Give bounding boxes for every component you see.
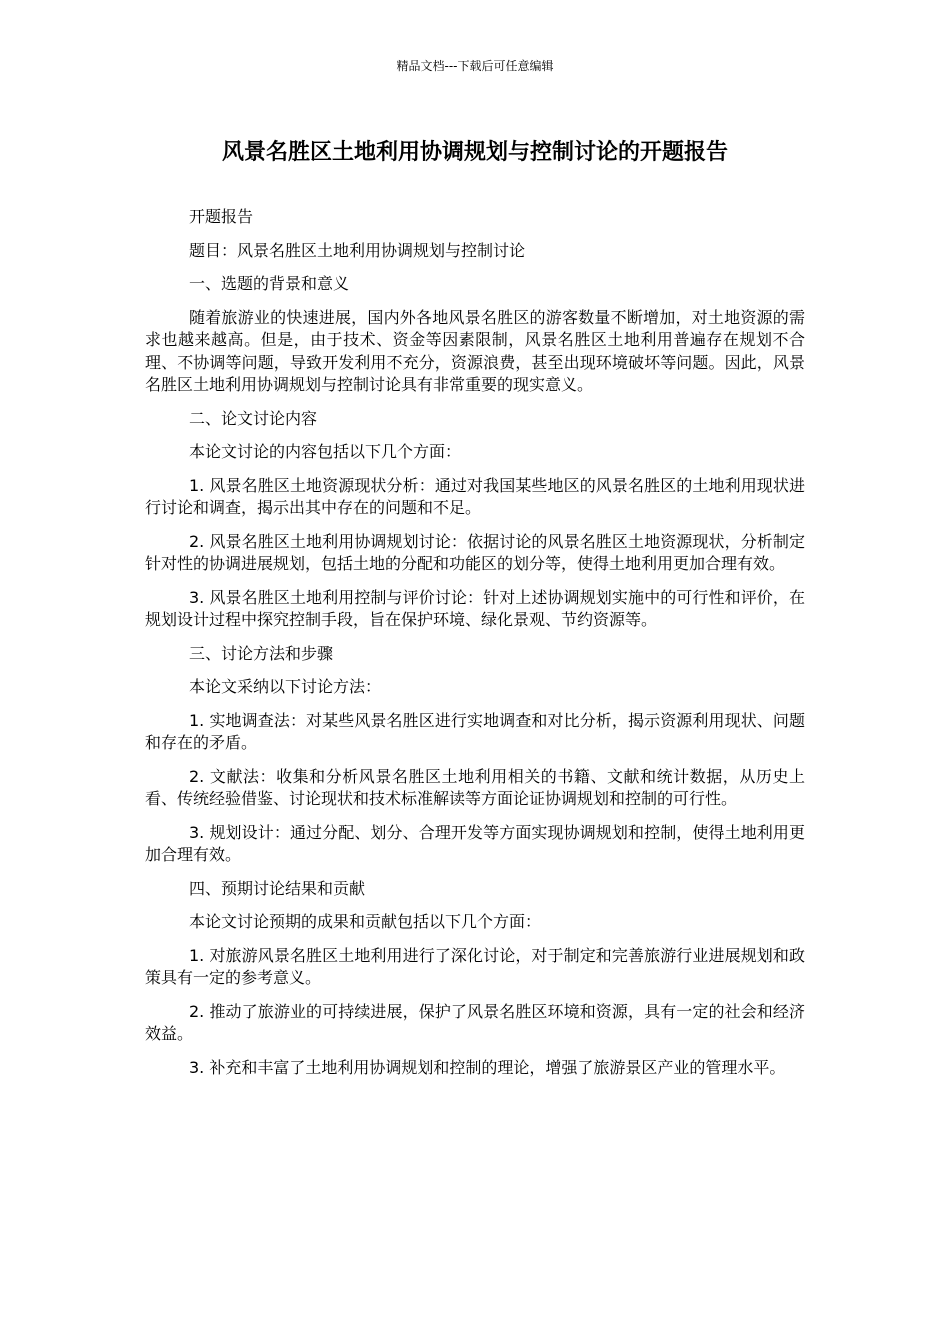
- list-item-result-1: 1. 对旅游风景名胜区土地利用进行了深化讨论，对于制定和完善旅游行业进展规划和政策具有一定的参考意义。: [145, 945, 805, 987]
- paragraph-intro-methods: 本论文采纳以下讨论方法：: [189, 677, 382, 696]
- paragraph-topic: 题目：风景名胜区土地利用协调规划与控制讨论: [189, 240, 526, 260]
- section-heading-4: 四、预期讨论结果和贡献: [189, 878, 366, 898]
- list-item-content-3: 3. 风景名胜区土地利用控制与评价讨论：针对上述协调规划实施中的可行性和评价，在规划设计过程中探究控制手段，旨在保护环境、绿化景观、节约资源等。: [145, 587, 805, 629]
- page-header: 精品文档---下载后可任意编辑: [396, 59, 554, 73]
- list-item-method-2: 2. 文献法：收集和分析风景名胜区土地利用相关的书籍、文献和统计数据，从历史上看、传统经验借鉴、讨论现状和技术标准解读等方面论证协调规划和控制的可行性。: [145, 766, 805, 808]
- list-item-result-3: 3. 补充和丰富了土地利用协调规划和控制的理论，增强了旅游景区产业的管理水平。: [189, 1057, 786, 1077]
- document-body: [145, 206, 805, 1090]
- section-heading-3: 三、讨论方法和步骤: [189, 643, 334, 663]
- section-heading-1: 一、选题的背景和意义: [189, 274, 350, 293]
- section-heading-2: 二、论文讨论内容: [189, 408, 318, 428]
- paragraph-label-kaiti: 开题报告: [189, 207, 254, 226]
- paragraph-background: 随着旅游业的快速进展，国内外各地风景名胜区的游客数量不断增加，对土地资源的需求也越来越高。但是，由于技术、资金等因素限制，风景名胜区土地利用普遍存在规划不合理、不协调等问题，导致开发利用不充分，资源浪费，甚至出现环境破坏等问题。因此，风景名胜区土地利用协调规划与控制讨论具有非常重要的现实意义。: [145, 307, 805, 394]
- list-item-method-3: 3. 规划设计：通过分配、划分、合理开发等方面实现协调规划和控制，使得土地利用更加合理有效。: [145, 822, 805, 864]
- list-item-content-1: 1. 风景名胜区土地资源现状分析：通过对我国某些地区的风景名胜区的土地利用现状进行讨论和调查，揭示出其中存在的问题和不足。: [145, 475, 805, 517]
- list-item-method-1: 1. 实地调查法：对某些风景名胜区进行实地调查和对比分析，揭示资源利用现状、问题和存在的矛盾。: [145, 710, 805, 752]
- list-item-result-2: 2. 推动了旅游业的可持续进展，保护了风景名胜区环境和资源，具有一定的社会和经济效益。: [145, 1001, 805, 1043]
- paragraph-intro-results: 本论文讨论预期的成果和贡献包括以下几个方面：: [189, 912, 542, 931]
- list-item-content-2: 2. 风景名胜区土地利用协调规划讨论：依据讨论的风景名胜区土地资源现状，分析制定针对性的协调进展规划，包括土地的分配和功能区的划分等，使得土地利用更加合理有效。: [145, 531, 805, 573]
- document-title: 风景名胜区土地利用协调规划与控制讨论的开题报告: [221, 140, 728, 165]
- paragraph-intro-content: 本论文讨论的内容包括以下几个方面：: [189, 442, 462, 461]
